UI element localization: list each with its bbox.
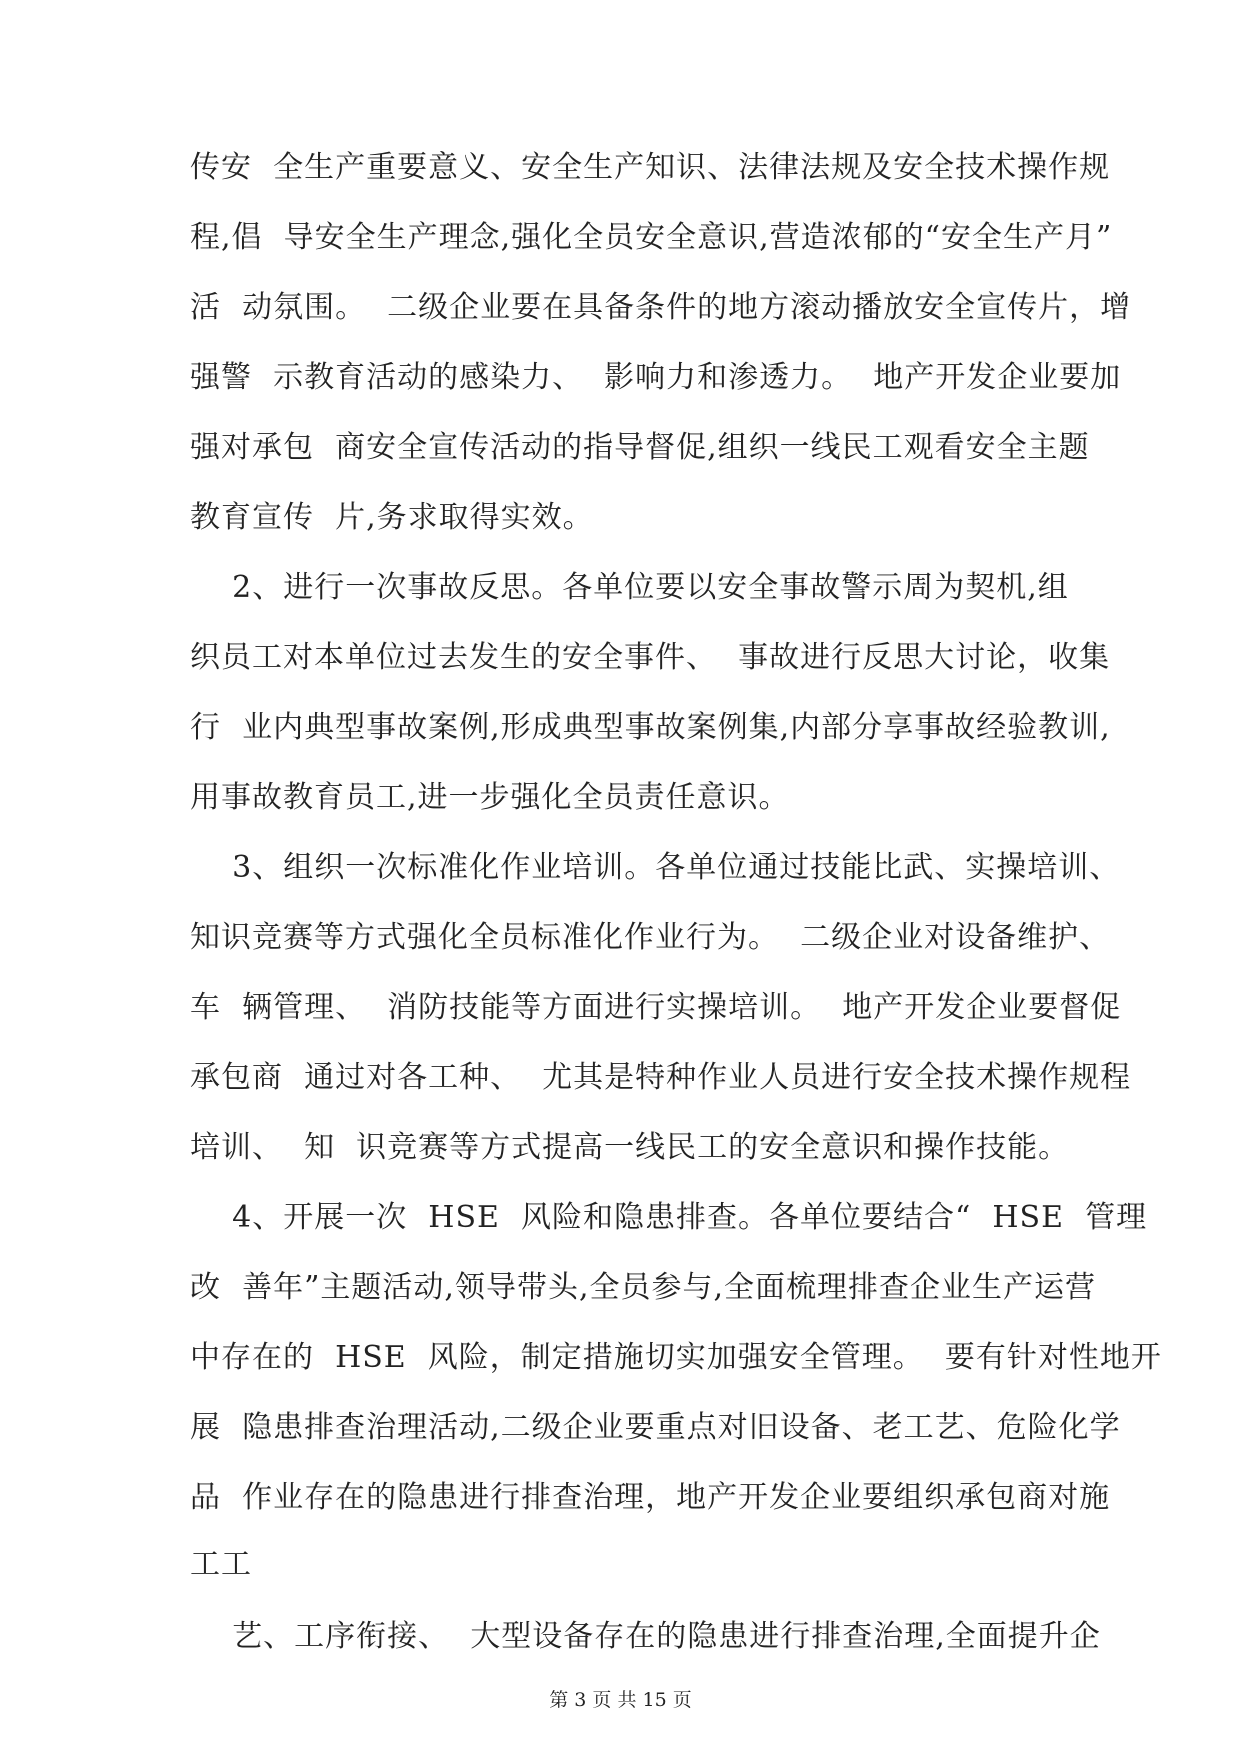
body-line: 3、组织一次标准化作业培训。各单位通过技能比武、实操培训、 [190,850,1121,885]
body-line: 承包商 通过对各工种、 尤其是特种作业人员进行安全技术操作规程 [190,1060,1132,1095]
body-line: 程,倡 导安全生产理念,强化全员安全意识,营造浓郁的“安全生产月” [190,220,1113,255]
body-line: 织员工对本单位过去发生的安全事件、 事故进行反思大讨论，收集 [190,640,1111,675]
body-line: 强警 示教育活动的感染力、 影响力和渗透力。 地产开发企业要加 [190,360,1122,395]
body-line: 强对承包 商安全宣传活动的指导督促,组织一线民工观看安全主题 [190,430,1090,465]
body-line: 改 善年”主题活动,领导带头,全员参与,全面梳理排查企业生产运营 [190,1270,1097,1305]
page-number-footer: 第 3 页 共 15 页 [549,1689,692,1711]
body-line: 展 隐患排查治理活动,二级企业要重点对旧设备、老工艺、危险化学 [190,1410,1121,1445]
body-line: 中存在的 HSE 风险，制定措施切实加强安全管理。 要有针对性地开 [190,1340,1162,1375]
body-line: 传安 全生产重要意义、安全生产知识、法律法规及安全技术操作规 [190,150,1111,185]
body-line: 教育宣传 片,务求取得实效。 [190,500,594,535]
body-line: 知识竞赛等方式强化全员标准化作业行为。 二级企业对设备维护、 [190,920,1111,955]
body-line: 行 业内典型事故案例,形成典型事故案例集,内部分享事故经验教训, [190,710,1111,745]
body-line: 品 作业存在的隐患进行排查治理，地产开发企业要组织承包商对施 [190,1480,1111,1515]
body-line: 工工 [190,1547,252,1582]
body-line: 车 辆管理、 消防技能等方面进行实操培训。 地产开发企业要督促 [190,990,1122,1025]
body-line: 用事故教育员工,进一步强化全员责任意识。 [190,780,790,815]
body-line: 2、进行一次事故反思。各单位要以安全事故警示周为契机,组 [190,570,1069,605]
body-line: 活 动氛围。 二级企业要在具备条件的地方滚动播放安全宣传片，增 [190,290,1132,325]
body-line: 艺、工序衔接、 大型设备存在的隐患进行排查治理,全面提升企 [190,1619,1101,1654]
body-line: 4、开展一次 HSE 风险和隐患排查。各单位要结合“ HSE 管理 [190,1200,1148,1235]
body-line: 培训、 知 识竞赛等方式提高一线民工的安全意识和操作技能。 [190,1130,1070,1165]
